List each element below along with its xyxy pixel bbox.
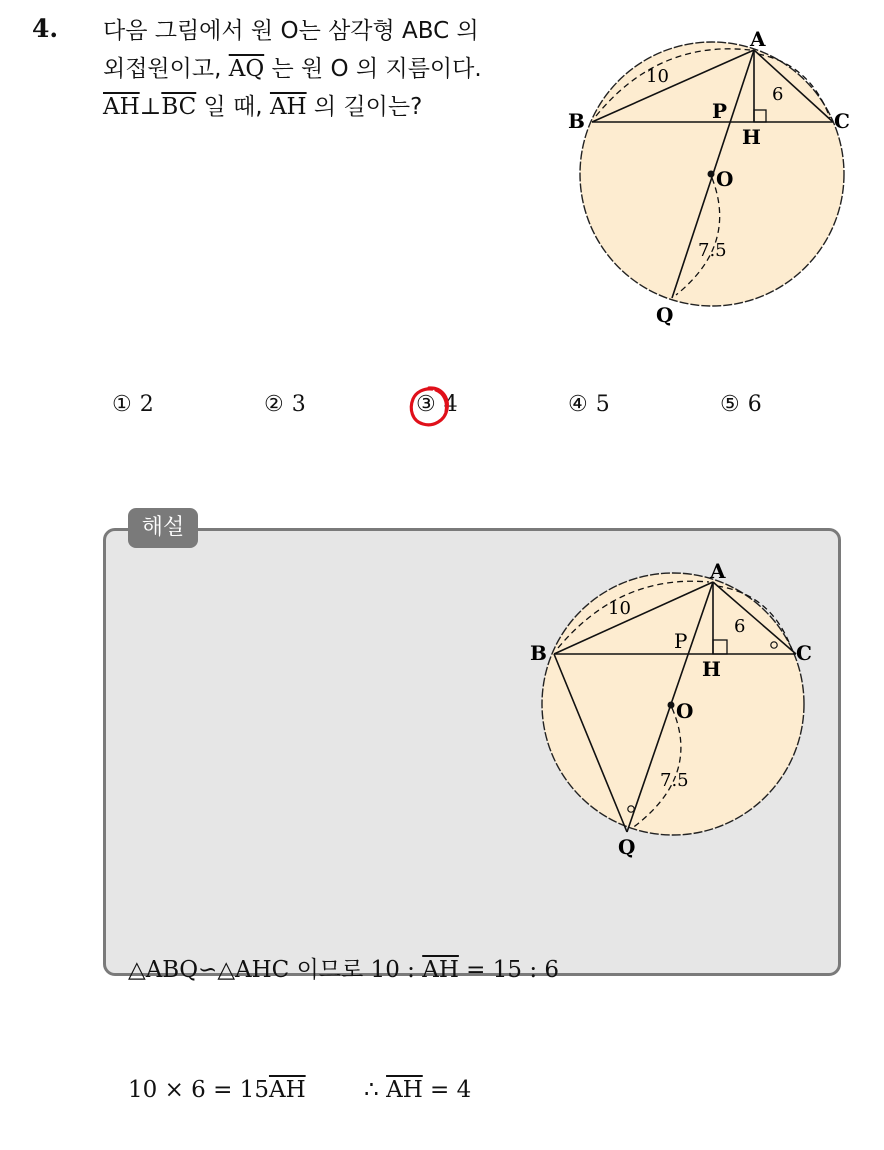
question-line-3-post: 의 길이는? <box>306 94 423 120</box>
label-q: Q <box>656 303 674 327</box>
question-line-3-mid: 일 때, <box>196 94 270 120</box>
choice-2[interactable] <box>264 392 306 417</box>
solution-line-1-ratio-a: 10 : <box>363 957 423 983</box>
solution-line-1 <box>128 950 559 990</box>
question-line-2-post: 는 원 O 의 지름이다. <box>264 56 482 82</box>
label-o: O <box>716 167 734 191</box>
solution-line-1-similarity: △ABQ∽△AHC <box>128 957 297 983</box>
solution-label-q: Q <box>618 835 636 859</box>
solution-center-point-o <box>668 702 675 709</box>
solution-segment-ah-2: $\overline{AH}$ <box>268 1077 306 1103</box>
answer-choices <box>112 392 812 432</box>
label-a: A <box>750 27 766 51</box>
label-length-75: 7.5 <box>698 240 727 261</box>
choice-5[interactable] <box>720 392 762 417</box>
solution-segment-ah-3: $\overline{AH}$ <box>386 1077 423 1103</box>
choice-5-mark: ⑤ <box>720 392 740 417</box>
solution-label-length-10: 10 <box>608 598 631 619</box>
perpendicular-symbol: ⊥ <box>139 94 162 120</box>
label-length-6: 6 <box>772 84 784 105</box>
solution-tab-label: 해설 <box>128 508 198 548</box>
choice-2-mark: ② <box>264 392 284 417</box>
label-length-10: 10 <box>646 66 669 87</box>
label-b: B <box>568 109 585 133</box>
question-line-2 <box>103 50 543 88</box>
solution-label-length-6: 6 <box>734 616 746 637</box>
segment-ah: $\overline{AH}$ <box>103 94 140 120</box>
solution-line-2 <box>128 1070 559 1110</box>
choice-4[interactable] <box>568 392 610 417</box>
choice-3-mark: ③ <box>416 392 436 417</box>
solution-line-1-korean: 이므로 <box>296 957 364 983</box>
center-point-o <box>708 171 715 178</box>
solution-therefore: ∴ <box>305 1077 387 1103</box>
segment-bc: $\overline{BC}$ <box>161 94 197 120</box>
solution-label-length-75: 7.5 <box>660 770 689 791</box>
solution-label-p: P <box>674 629 688 653</box>
solution-figure <box>520 552 830 862</box>
segment-aq: $\overline{AQ}$ <box>228 56 265 82</box>
label-c: C <box>834 109 850 133</box>
question-text <box>103 12 543 126</box>
question-line-1: 다음 그림에서 원 O는 삼각형 ABC 의 <box>103 18 479 44</box>
choice-5-value: 6 <box>747 392 762 417</box>
solution-label-h: H <box>702 657 721 681</box>
solution-label-b: B <box>530 641 547 665</box>
choice-3-value: 4 <box>443 392 458 417</box>
label-h: H <box>742 125 761 149</box>
problem-figure <box>548 20 868 340</box>
solution-label-a: A <box>710 559 726 583</box>
solution-text <box>128 870 559 1150</box>
choice-1-value: 2 <box>139 392 154 417</box>
question-line-3 <box>103 88 543 126</box>
label-p: P <box>712 99 728 123</box>
choice-4-mark: ④ <box>568 392 588 417</box>
solution-label-o: O <box>676 699 694 723</box>
choice-3[interactable] <box>416 392 458 417</box>
segment-ah-2: $\overline{AH}$ <box>269 94 307 120</box>
solution-label-c: C <box>796 641 812 665</box>
choice-1-mark: ① <box>112 392 132 417</box>
solution-line-1-ratio-b: = 15 : 6 <box>458 957 560 983</box>
choice-1[interactable] <box>112 392 154 417</box>
choice-4-value: 5 <box>595 392 610 417</box>
solution-line-2-product: 10 × 6 = 15 <box>128 1077 269 1103</box>
question-line-2-pre: 외접원이고, <box>103 56 229 82</box>
choice-2-value: 3 <box>291 392 306 417</box>
solution-segment-ah-1: $\overline{AH}$ <box>422 957 459 983</box>
question-number: 4. <box>32 14 59 43</box>
solution-answer: = 4 <box>422 1077 472 1103</box>
